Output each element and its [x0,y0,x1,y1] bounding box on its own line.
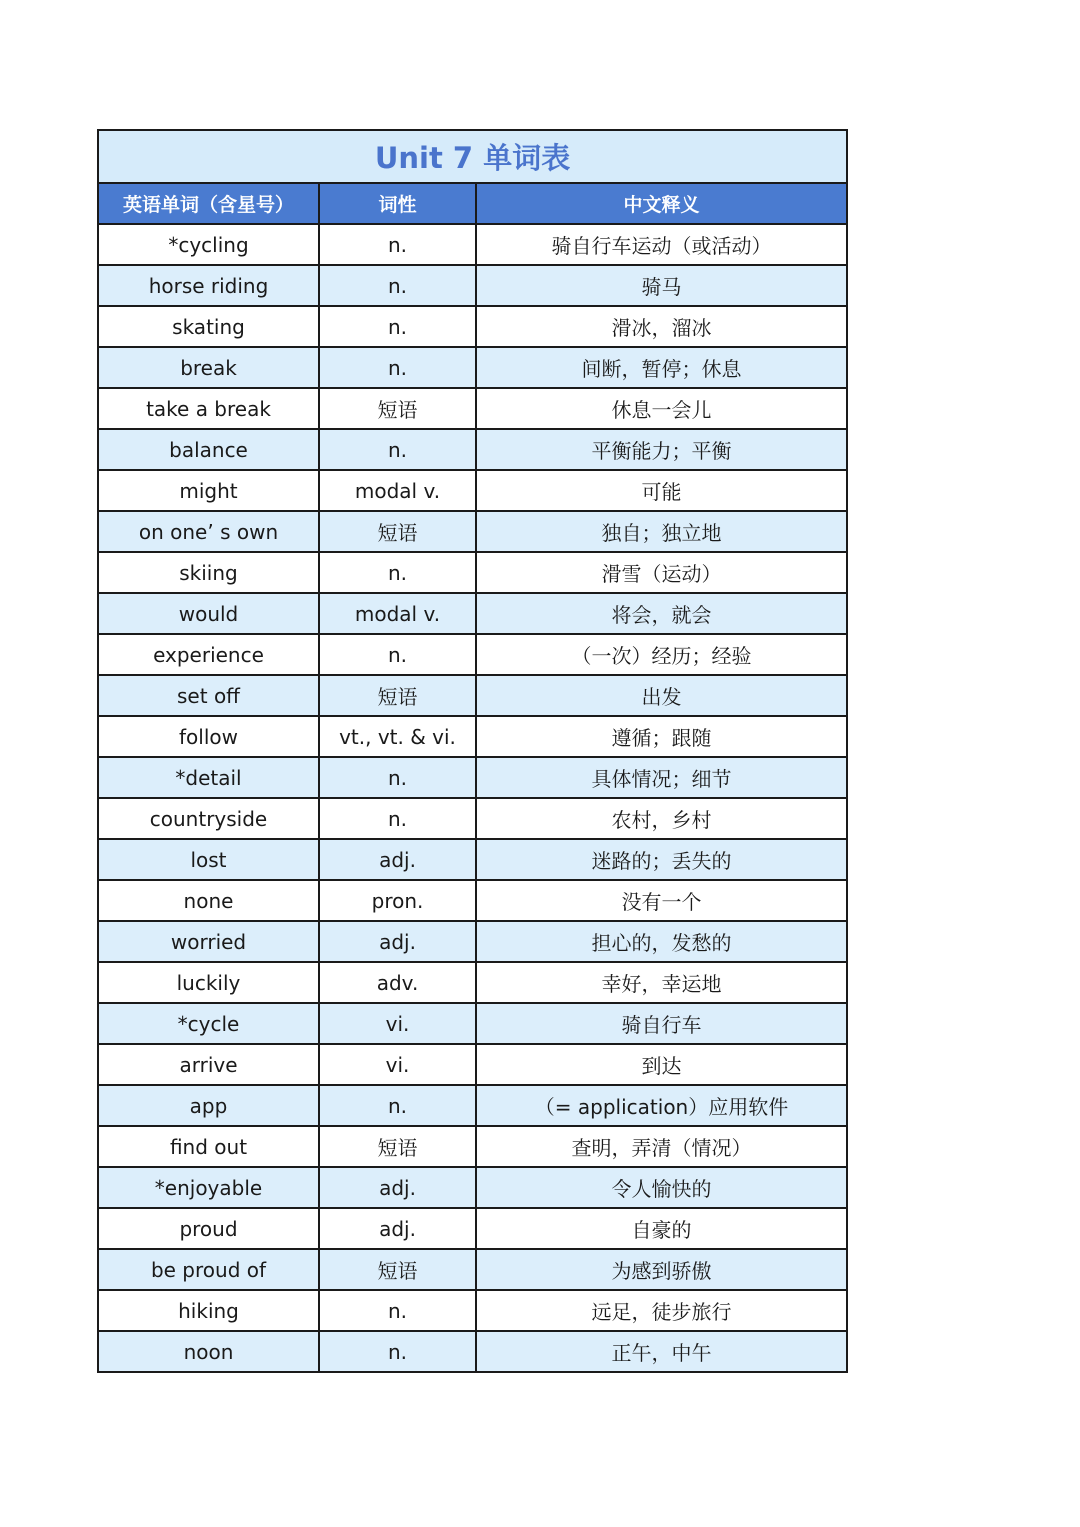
word-cell: skating [98,306,319,347]
vocabulary-table [97,129,848,1373]
pos-cell: n. [319,757,476,798]
word-cell: noon [98,1331,319,1372]
pos-cell: n. [319,347,476,388]
table-row [98,675,847,716]
pos-cell: 短语 [319,388,476,429]
word-cell: proud [98,1208,319,1249]
meaning-cell: （= application）应用软件 [476,1085,847,1126]
table-row [98,921,847,962]
table-row [98,224,847,265]
meaning-cell: 自豪的 [476,1208,847,1249]
table-row [98,1290,847,1331]
header-meaning: 中文释义 [476,183,847,224]
pos-cell: pron. [319,880,476,921]
word-cell: arrive [98,1044,319,1085]
pos-cell: adj. [319,839,476,880]
pos-cell: n. [319,634,476,675]
word-cell: skiing [98,552,319,593]
table-row [98,347,847,388]
word-cell: app [98,1085,319,1126]
pos-cell: n. [319,1331,476,1372]
meaning-cell: （一次）经历；经验 [476,634,847,675]
meaning-cell: 遵循；跟随 [476,716,847,757]
word-cell: break [98,347,319,388]
word-cell: take a break [98,388,319,429]
meaning-cell: 出发 [476,675,847,716]
table-row [98,716,847,757]
table-row [98,1085,847,1126]
table-row [98,1167,847,1208]
word-cell: on one’ s own [98,511,319,552]
meaning-cell: 独自；独立地 [476,511,847,552]
pos-cell: adj. [319,1208,476,1249]
header-row [98,183,847,224]
word-cell: worried [98,921,319,962]
pos-cell: 短语 [319,675,476,716]
word-cell: might [98,470,319,511]
pos-cell: adv. [319,962,476,1003]
table-row [98,962,847,1003]
pos-cell: n. [319,306,476,347]
word-cell: *enjoyable [98,1167,319,1208]
word-cell: *detail [98,757,319,798]
table-body [98,224,847,1372]
table-row [98,511,847,552]
pos-cell: 短语 [319,1249,476,1290]
meaning-cell: 令人愉快的 [476,1167,847,1208]
pos-cell: n. [319,265,476,306]
word-cell: *cycling [98,224,319,265]
pos-cell: modal v. [319,593,476,634]
meaning-cell: 骑自行车 [476,1003,847,1044]
table-row [98,798,847,839]
table-row [98,470,847,511]
table-row [98,839,847,880]
table-row [98,1003,847,1044]
pos-cell: n. [319,1085,476,1126]
table-row [98,429,847,470]
pos-cell: 短语 [319,511,476,552]
meaning-cell: 迷路的；丢失的 [476,839,847,880]
meaning-cell: 没有一个 [476,880,847,921]
meaning-cell: 具体情况；细节 [476,757,847,798]
meaning-cell: 担心的，发愁的 [476,921,847,962]
table-row [98,880,847,921]
pos-cell: n. [319,429,476,470]
pos-cell: modal v. [319,470,476,511]
table-row [98,1208,847,1249]
meaning-cell: 平衡能力；平衡 [476,429,847,470]
table-row [98,306,847,347]
title-row [98,130,847,183]
pos-cell: n. [319,1290,476,1331]
table-row [98,265,847,306]
pos-cell: n. [319,552,476,593]
meaning-cell: 骑马 [476,265,847,306]
word-cell: luckily [98,962,319,1003]
pos-cell: adj. [319,921,476,962]
meaning-cell: 滑冰，溜冰 [476,306,847,347]
word-cell: would [98,593,319,634]
meaning-cell: 间断，暂停；休息 [476,347,847,388]
meaning-cell: 可能 [476,470,847,511]
word-cell: *cycle [98,1003,319,1044]
meaning-cell: 查明，弄清（情况） [476,1126,847,1167]
meaning-cell: 农村，乡村 [476,798,847,839]
word-cell: hiking [98,1290,319,1331]
meaning-cell: 远足，徒步旅行 [476,1290,847,1331]
word-cell: follow [98,716,319,757]
word-cell: set off [98,675,319,716]
word-cell: lost [98,839,319,880]
header-pos: 词性 [319,183,476,224]
word-cell: find out [98,1126,319,1167]
word-cell: balance [98,429,319,470]
table-row [98,593,847,634]
meaning-cell: 正午，中午 [476,1331,847,1372]
table-row [98,552,847,593]
table-row [98,634,847,675]
table-row [98,757,847,798]
table-row [98,1331,847,1372]
table-title: Unit 7 单词表 [98,130,847,183]
meaning-cell: 将会，就会 [476,593,847,634]
header-word: 英语单词（含星号） [98,183,319,224]
table-row [98,1249,847,1290]
pos-cell: n. [319,224,476,265]
pos-cell: vi. [319,1044,476,1085]
word-cell: horse riding [98,265,319,306]
pos-cell: 短语 [319,1126,476,1167]
pos-cell: adj. [319,1167,476,1208]
table-row [98,1126,847,1167]
meaning-cell: 幸好，幸运地 [476,962,847,1003]
meaning-cell: 为感到骄傲 [476,1249,847,1290]
pos-cell: vt., vt. & vi. [319,716,476,757]
meaning-cell: 休息一会儿 [476,388,847,429]
word-cell: countryside [98,798,319,839]
table-row [98,388,847,429]
meaning-cell: 滑雪（运动） [476,552,847,593]
word-cell: none [98,880,319,921]
meaning-cell: 骑自行车运动（或活动） [476,224,847,265]
word-cell: be proud of [98,1249,319,1290]
table-row [98,1044,847,1085]
word-cell: experience [98,634,319,675]
meaning-cell: 到达 [476,1044,847,1085]
pos-cell: vi. [319,1003,476,1044]
pos-cell: n. [319,798,476,839]
